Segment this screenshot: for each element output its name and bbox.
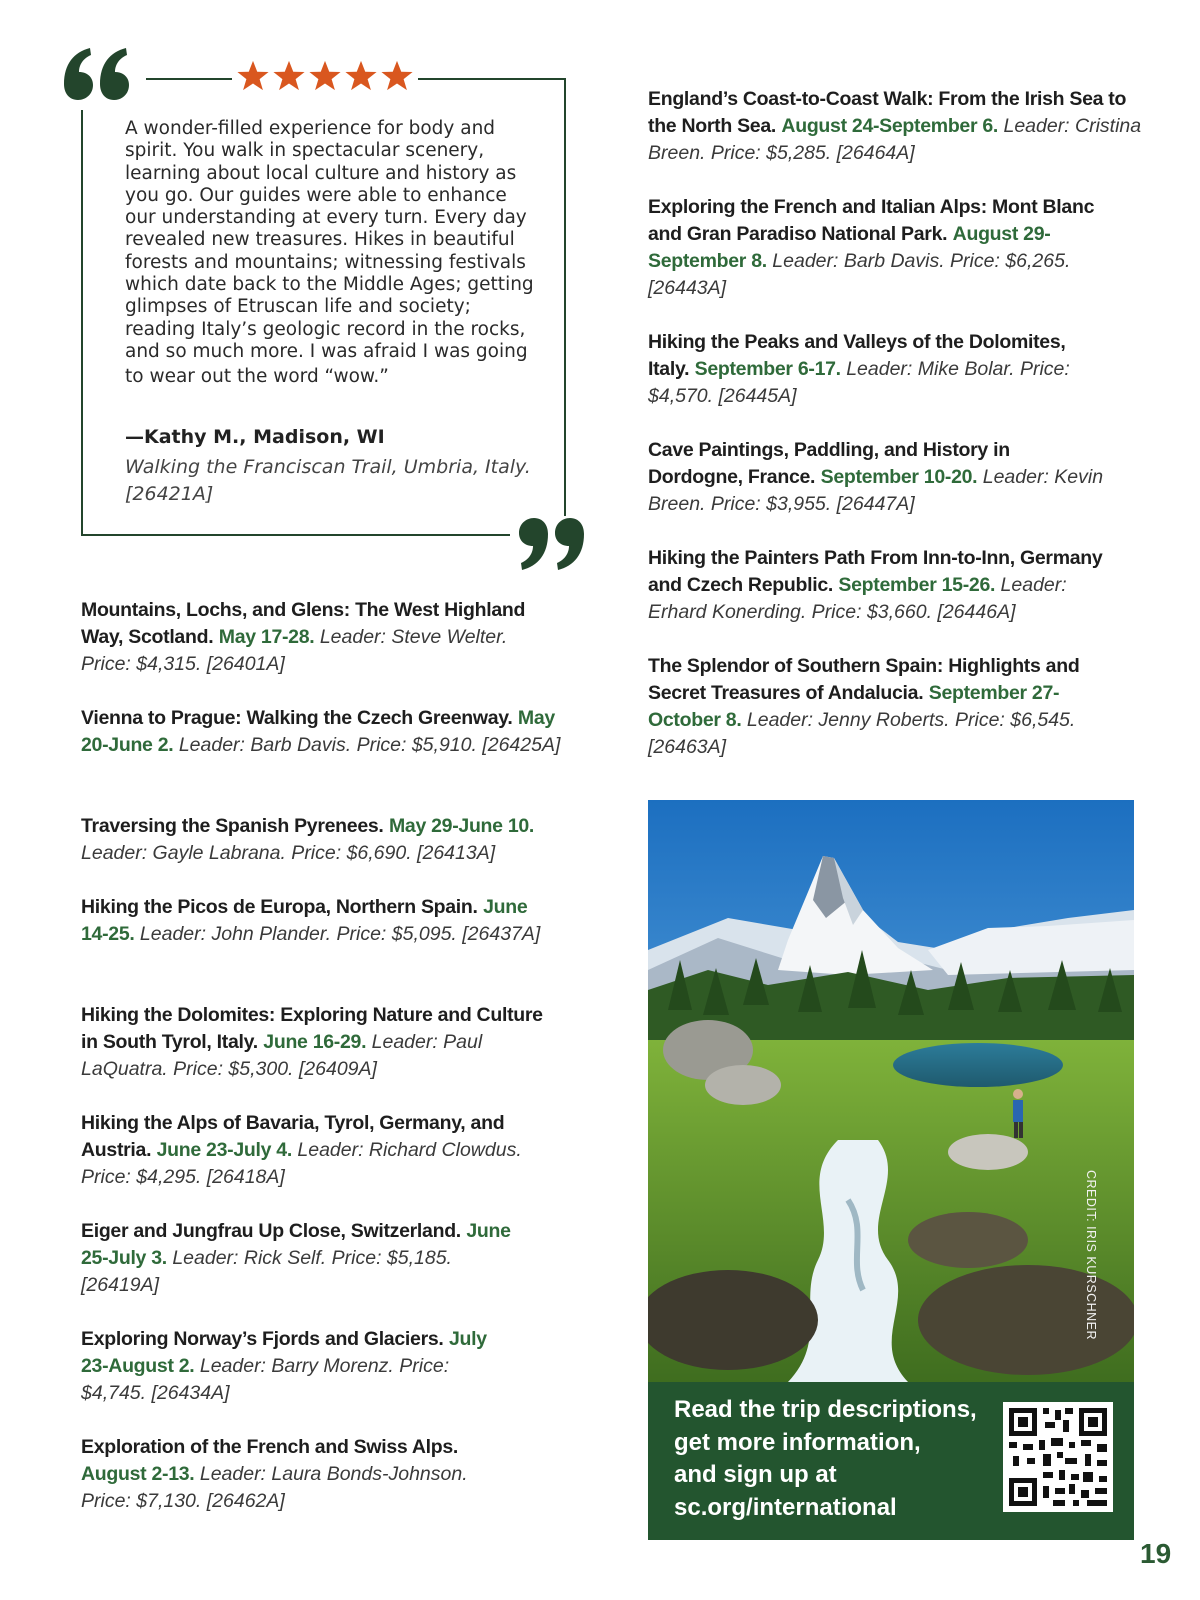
star-icon	[308, 58, 342, 94]
trip-listing	[648, 194, 1118, 302]
trip-info: Leader: John Plander. Price: $5,095. [26437A]	[139, 923, 541, 945]
trip-info: Leader: Richard Clowdus. Price: $4,295. [26418A]	[81, 1139, 522, 1188]
hiker-figure	[1013, 1089, 1023, 1138]
trip-title: Hiking the Alps of Bavaria, Tyrol, Germany, and Austria.	[81, 1112, 505, 1161]
trip-title: Mountains, Lochs, and Glens: The West Highland Way, Scotland.	[81, 599, 526, 648]
trip-title: Vienna to Prague: Walking the Czech Greenway.	[81, 707, 513, 729]
trip-dates: September 15-26.	[838, 574, 996, 596]
trip-dates: August 2-13.	[81, 1463, 195, 1485]
qr-code-icon	[1003, 1402, 1113, 1512]
trip-info: Leader: Barb Davis. Price: $6,265. [26443A]	[648, 250, 1071, 299]
star-icon	[344, 58, 378, 94]
open-quote-icon	[60, 38, 146, 110]
rating-stars	[232, 58, 418, 104]
testimonial-trip-code: [26421A]	[125, 483, 214, 505]
cta-box	[648, 1382, 1134, 1540]
cta-line: and sign up at	[674, 1461, 837, 1488]
qr-code[interactable]	[1003, 1402, 1113, 1512]
trip-info: Leader: Paul LaQuatra. Price: $5,300. [26409A]	[81, 1031, 483, 1080]
trip-dates: May 17-28.	[218, 626, 315, 648]
trip-listing	[81, 1110, 556, 1191]
trip-listing	[81, 705, 561, 759]
trip-dates: June 14-25.	[81, 896, 528, 945]
trip-listing	[81, 894, 541, 948]
trip-listing	[81, 1218, 531, 1299]
testimonial-line: revealed new treasures. Hikes in beautiful	[125, 229, 515, 251]
star-icon	[380, 58, 414, 94]
trip-title: England’s Coast-to-Coast Walk: From the Irish Sea to the North Sea.	[648, 88, 1127, 137]
trip-title: Hiking the Peaks and Valleys of the Dolomites, Italy.	[648, 331, 1066, 380]
testimonial-line: learning about local culture and history as	[125, 162, 517, 184]
testimonial-line: A wonder-filled experience for body and	[125, 118, 496, 139]
trip-title: The Splendor of Southern Spain: Highlights and Secret Treasures of Andalucia.	[648, 655, 1080, 704]
trip-info: Leader: Kevin Breen. Price: $3,955. [26447A]	[648, 466, 1104, 515]
testimonial-trip-name: Walking the Franciscan Trail, Umbria, Italy.	[125, 456, 531, 478]
trip-listing	[648, 653, 1128, 761]
testimonial-line: glimpses of Etruscan life and society;	[125, 296, 471, 318]
trip-dates: May 20-June 2.	[81, 707, 555, 756]
trip-dates: June 23-July 4.	[156, 1139, 292, 1161]
trip-listing	[81, 1326, 501, 1407]
trip-info: Leader: Cristina Breen. Price: $5,285. [26464A]	[648, 115, 1142, 164]
trip-listing	[648, 86, 1148, 167]
trip-listing	[81, 813, 551, 867]
trip-dates: May 29-June 10.	[388, 815, 535, 837]
trip-listing	[81, 597, 551, 678]
photo-credit: CREDIT: IRIS KURSCHNER	[1084, 1170, 1098, 1341]
cta-line: get more information,	[674, 1428, 921, 1456]
trip-info: Leader: Jenny Roberts. Price: $6,545. [26463A]	[648, 709, 1076, 758]
page-number: 19	[1140, 1538, 1172, 1569]
trip-info: Leader: Mike Bolar. Price: $4,570. [26445A]	[648, 358, 1070, 407]
star-icon	[272, 58, 306, 94]
trip-title: Exploring the French and Italian Alps: Mont Blanc and Gran Paradiso National Park.	[648, 196, 1095, 245]
trip-dates: August 24-September 6.	[781, 115, 999, 137]
testimonial-line: which date back to the Middle Ages; getting	[125, 274, 534, 296]
trip-dates: August 29-September 8.	[648, 223, 1051, 272]
close-quote-icon	[510, 516, 586, 582]
trip-listing	[648, 329, 1098, 410]
trip-dates: September 6-17.	[694, 358, 841, 380]
trip-listing	[81, 1434, 501, 1515]
trip-dates: September 10-20.	[820, 466, 978, 488]
trip-listing	[648, 437, 1108, 518]
trip-title: Hiking the Dolomites: Exploring Nature and Culture in South Tyrol, Italy.	[81, 1004, 543, 1053]
trip-dates: June 16-29.	[263, 1031, 367, 1053]
trip-info: Leader: Barb Davis. Price: $5,910. [26425A]	[178, 734, 561, 756]
trip-title: Cave Paintings, Paddling, and History in Dordogne, France.	[648, 439, 1010, 488]
trip-listing	[648, 545, 1118, 626]
trip-info: Leader: Laura Bonds-Johnson. Price: $7,130. [26462A]	[81, 1463, 468, 1512]
testimonial-author: —Kathy M., Madison, WI	[125, 426, 385, 448]
trip-title: Exploration of the French and Swiss Alps.	[81, 1436, 459, 1458]
testimonial-line: to wear out the word “wow.”	[125, 366, 389, 388]
testimonial-line: reading Italy’s geologic record in the rocks,	[125, 318, 526, 340]
testimonial-line: spirit. You walk in spectacular scenery,	[125, 140, 485, 162]
trip-title: Eiger and Jungfrau Up Close, Switzerland.	[81, 1220, 461, 1242]
matterhorn-photo	[648, 800, 1134, 1382]
star-icon	[236, 58, 270, 94]
trip-dates: July 23-August 2.	[81, 1328, 487, 1377]
trip-dates: September 27-October 8.	[648, 682, 1060, 731]
trip-info: Leader: Erhard Konerding. Price: $3,660. [26446A]	[648, 574, 1067, 623]
testimonial-text	[125, 118, 545, 389]
trip-title: Traversing the Spanish Pyrenees.	[81, 815, 384, 837]
cta-text	[674, 1394, 994, 1524]
cta-link[interactable]: sc.org/international	[674, 1493, 897, 1521]
testimonial-line: you go. Our guides were able to enhance	[125, 184, 507, 206]
trip-title: Hiking the Picos de Europa, Northern Spain.	[81, 896, 478, 918]
testimonial-line: and so much more. I was afraid I was going	[125, 340, 528, 362]
trip-info: Leader: Steve Welter. Price: $4,315. [26401A]	[81, 626, 508, 675]
trip-info: Leader: Gayle Labrana. Price: $6,690. [26413A]	[81, 842, 496, 864]
cta-line: Read the trip descriptions,	[674, 1396, 977, 1423]
trip-dates: June 25-July 3.	[81, 1220, 511, 1269]
testimonial-line: forests and mountains; witnessing festivals	[125, 251, 526, 273]
testimonial-trip	[125, 454, 535, 508]
trip-info: Leader: Rick Self. Price: $5,185. [26419A]	[81, 1247, 452, 1296]
trip-title: Exploring Norway’s Fjords and Glaciers.	[81, 1328, 444, 1350]
trip-info: Leader: Barry Morenz. Price: $4,745. [26434A]	[81, 1355, 450, 1404]
trip-listing	[81, 1002, 551, 1083]
testimonial-line: our understanding at every turn. Every day	[125, 207, 527, 229]
trip-title: Hiking the Painters Path From Inn-to-Inn, Germany and Czech Republic.	[648, 547, 1103, 596]
